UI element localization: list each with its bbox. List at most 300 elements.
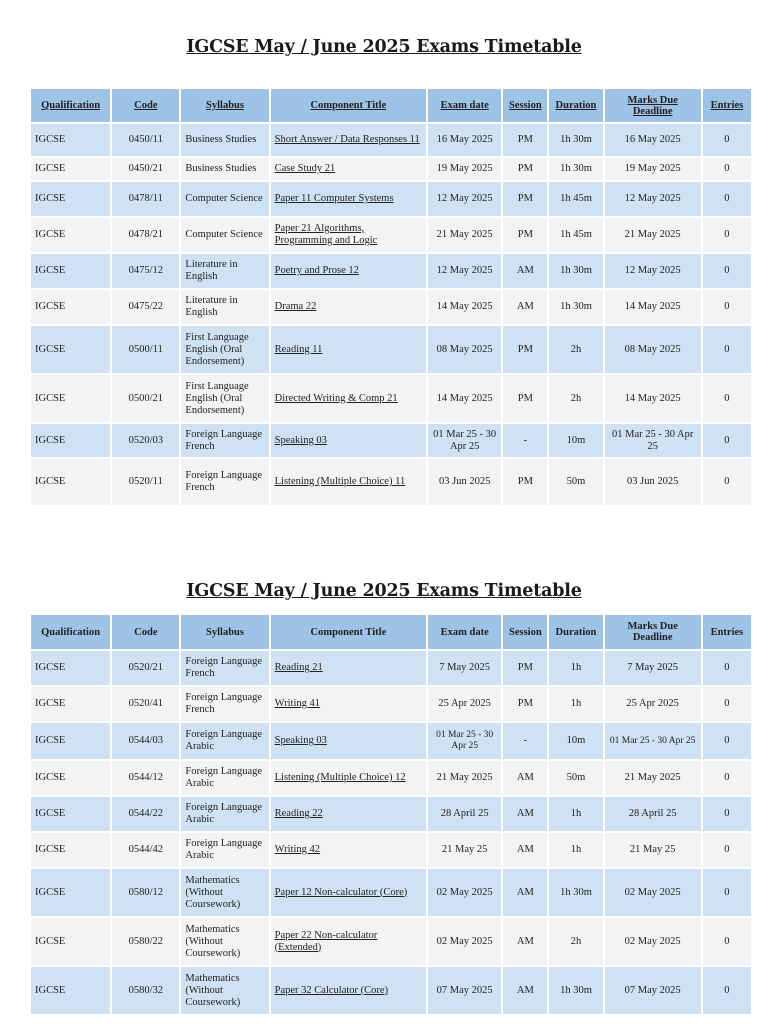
cell-marks-due-deadline: [605, 375, 701, 424]
component-title-link[interactable]: Directed Writing & Comp 21: [274, 392, 398, 404]
cell-qualification: [31, 326, 110, 375]
cell-exam-date: [428, 375, 501, 424]
cell-entries-text: 0: [724, 193, 730, 204]
cell-exam-date: [428, 290, 501, 326]
cell-session-text: AM: [516, 808, 534, 819]
cell-duration: [549, 424, 602, 459]
cell-code-text: 0475/22: [128, 301, 164, 312]
cell-exam-date-text: 02 May 2025: [436, 886, 493, 898]
header-duration: [549, 89, 602, 124]
cell-code: [112, 254, 179, 290]
cell-session-text: AM: [516, 935, 534, 947]
cell-session: [503, 797, 547, 833]
cell-component-title[interactable]: [271, 967, 426, 1016]
cell-marks-due-deadline: [605, 967, 701, 1016]
cell-marks-due-deadline: [605, 218, 701, 254]
header-marks-due-deadline: [605, 615, 701, 651]
cell-marks-due-deadline: [605, 182, 701, 218]
cell-duration-text: 2h: [570, 392, 582, 404]
cell-entries: [703, 869, 751, 918]
cell-syllabus-text: Foreign Language Arabic: [185, 838, 263, 861]
cell-component-title[interactable]: [271, 254, 426, 290]
cell-syllabus-text: Business Studies: [185, 134, 257, 145]
cell-marks-due-deadline-text: 02 May 2025: [624, 886, 681, 898]
header-label: Marks Due Deadline: [627, 94, 678, 117]
header-code: [112, 89, 179, 124]
cell-duration-text: 1h: [570, 808, 582, 819]
cell-entries-text: 0: [724, 476, 730, 487]
cell-component-title[interactable]: [271, 158, 426, 182]
cell-qualification-text: IGCSE: [35, 229, 66, 240]
cell-marks-due-deadline-text: 03 Jun 2025: [627, 476, 679, 487]
cell-qualification: [31, 459, 110, 507]
cell-duration-text: 1h 30m: [560, 265, 592, 276]
cell-component-title[interactable]: [271, 869, 426, 918]
cell-exam-date: [428, 254, 501, 290]
cell-duration-text: 50m: [566, 476, 586, 487]
cell-exam-date-text: 07 May 2025: [436, 984, 493, 996]
cell-session: [503, 254, 547, 290]
cell-duration: [549, 290, 602, 326]
cell-marks-due-deadline: [605, 424, 701, 459]
cell-exam-date: [428, 761, 501, 797]
table-row: [31, 218, 751, 254]
cell-session: [503, 375, 547, 424]
cell-entries-text: 0: [724, 163, 730, 174]
header-label: Code: [134, 100, 158, 111]
component-title-link[interactable]: Paper 21 Algorithms, Programming and Logic: [274, 223, 378, 246]
cell-entries-text: 0: [724, 343, 730, 355]
cell-duration-text: 10m: [566, 735, 586, 746]
header-label: Entries: [710, 626, 744, 638]
cell-duration-text: 1h 45m: [560, 193, 592, 204]
cell-marks-due-deadline-text: 16 May 2025: [624, 134, 681, 145]
cell-session-text: AM: [516, 886, 534, 898]
cell-session-text: AM: [516, 844, 534, 855]
cell-component-title[interactable]: [271, 651, 426, 687]
cell-component-title[interactable]: [271, 375, 426, 424]
cell-syllabus: [181, 124, 268, 158]
cell-code: [112, 967, 179, 1016]
cell-duration-text: 1h 30m: [560, 163, 592, 174]
cell-duration-text: 1h 45m: [560, 229, 592, 240]
cell-code: [112, 833, 179, 869]
cell-exam-date: [428, 797, 501, 833]
cell-duration: [549, 761, 602, 797]
cell-syllabus-text: Mathematics (Without Coursework): [185, 972, 241, 1008]
header-marks-due-deadline: [605, 89, 701, 124]
cell-qualification-text: IGCSE: [35, 735, 66, 746]
cell-duration-text: 2h: [570, 343, 582, 355]
cell-syllabus-text: Business Studies: [185, 163, 257, 174]
cell-exam-date: [428, 967, 501, 1016]
cell-qualification-text: IGCSE: [35, 984, 66, 996]
cell-exam-date-text: 19 May 2025: [436, 163, 493, 174]
cell-entries: [703, 182, 751, 218]
cell-code-text: 0580/12: [128, 886, 164, 898]
cell-entries-text: 0: [724, 886, 730, 898]
cell-syllabus: [181, 218, 268, 254]
cell-code-text: 0500/21: [128, 392, 164, 404]
header-label: Session: [509, 626, 542, 638]
cell-marks-due-deadline: [605, 833, 701, 869]
cell-component-title[interactable]: [271, 918, 426, 967]
cell-code: [112, 687, 179, 723]
cell-qualification-text: IGCSE: [35, 772, 66, 783]
cell-entries: [703, 687, 751, 723]
cell-syllabus-text: Computer Science: [185, 229, 263, 240]
table-row: [31, 869, 751, 918]
cell-marks-due-deadline-text: 02 May 2025: [624, 935, 681, 947]
cell-session: [503, 687, 547, 723]
component-title-link[interactable]: Writing 41: [274, 698, 321, 709]
cell-exam-date: [428, 182, 501, 218]
component-title-link[interactable]: Reading 11: [274, 343, 323, 355]
component-title-link[interactable]: Poetry and Prose 12: [274, 265, 359, 276]
cell-entries-text: 0: [724, 134, 730, 145]
cell-exam-date: [428, 158, 501, 182]
cell-code-text: 0520/11: [128, 476, 163, 487]
cell-syllabus-text: Mathematics (Without Coursework): [185, 874, 241, 910]
component-title-link[interactable]: Paper 12 Non-calculator (Core): [274, 886, 408, 898]
cell-duration-text: 1h: [570, 698, 582, 709]
table-row: [31, 761, 751, 797]
cell-entries: [703, 797, 751, 833]
cell-qualification-text: IGCSE: [35, 193, 66, 204]
header-session: [503, 615, 547, 651]
header-label: Duration: [555, 626, 597, 638]
header-syllabus: [181, 615, 268, 651]
cell-session: [503, 833, 547, 869]
cell-component-title[interactable]: [271, 218, 426, 254]
component-title-link[interactable]: Speaking 03: [274, 434, 327, 446]
cell-marks-due-deadline-text: 01 Mar 25 - 30 Apr 25: [611, 428, 694, 452]
header-label: Qualification: [41, 626, 101, 638]
cell-entries-text: 0: [724, 301, 730, 312]
cell-component-title[interactable]: [271, 424, 426, 459]
cell-qualification: [31, 124, 110, 158]
table-row: [31, 833, 751, 869]
cell-syllabus: [181, 182, 268, 218]
cell-code-text: 0450/11: [128, 134, 163, 145]
cell-syllabus: [181, 918, 268, 967]
cell-duration: [549, 124, 602, 158]
cell-code: [112, 290, 179, 326]
cell-qualification-text: IGCSE: [35, 343, 66, 355]
cell-session-text: PM: [517, 698, 533, 709]
cell-session: [503, 158, 547, 182]
cell-component-title[interactable]: [271, 797, 426, 833]
cell-exam-date: [428, 687, 501, 723]
cell-exam-date: [428, 918, 501, 967]
header-label: Syllabus: [206, 100, 244, 111]
table-row: [31, 687, 751, 723]
header-label: Session: [509, 100, 542, 111]
cell-marks-due-deadline: [605, 651, 701, 687]
cell-syllabus: [181, 459, 268, 507]
cell-code: [112, 326, 179, 375]
cell-duration-text: 1h: [570, 844, 582, 855]
component-title-link[interactable]: Short Answer / Data Responses 11: [274, 134, 420, 145]
cell-syllabus: [181, 833, 268, 869]
cell-syllabus: [181, 797, 268, 833]
cell-session-text: PM: [517, 476, 533, 487]
cell-qualification-text: IGCSE: [35, 434, 66, 446]
cell-entries: [703, 761, 751, 797]
cell-qualification: [31, 424, 110, 459]
cell-session: [503, 761, 547, 797]
cell-entries: [703, 833, 751, 869]
cell-exam-date-text: 12 May 2025: [436, 265, 493, 276]
component-title-link[interactable]: Speaking 03: [274, 735, 327, 746]
cell-code-text: 0450/21: [128, 163, 164, 174]
cell-code-text: 0500/11: [128, 343, 163, 355]
cell-marks-due-deadline-text: 01 Mar 25 - 30 Apr 25: [609, 735, 696, 746]
cell-entries: [703, 723, 751, 761]
cell-session-text: AM: [516, 265, 534, 276]
cell-code: [112, 158, 179, 182]
cell-component-title[interactable]: [271, 459, 426, 507]
cell-marks-due-deadline: [605, 124, 701, 158]
cell-code: [112, 918, 179, 967]
cell-code: [112, 424, 179, 459]
component-title-link[interactable]: Paper 11 Computer Systems: [274, 193, 394, 204]
cell-marks-due-deadline: [605, 687, 701, 723]
cell-code-text: 0580/22: [128, 935, 164, 947]
header-qualification: [31, 615, 110, 651]
cell-exam-date: [428, 723, 501, 761]
cell-marks-due-deadline-text: 7 May 2025: [627, 662, 679, 673]
cell-session-text: PM: [517, 193, 533, 204]
cell-entries-text: 0: [724, 844, 730, 855]
cell-duration: [549, 459, 602, 507]
cell-entries: [703, 158, 751, 182]
cell-session: [503, 967, 547, 1016]
cell-session: [503, 918, 547, 967]
cell-session: [503, 218, 547, 254]
cell-code-text: 0544/03: [128, 735, 164, 746]
cell-session: [503, 290, 547, 326]
cell-entries: [703, 326, 751, 375]
component-title-link[interactable]: Drama 22: [274, 301, 317, 312]
header-label: Duration: [555, 100, 597, 111]
cell-marks-due-deadline: [605, 918, 701, 967]
cell-syllabus-text: Computer Science: [185, 193, 263, 204]
cell-exam-date-text: 03 Jun 2025: [439, 476, 491, 487]
cell-exam-date-text: 16 May 2025: [436, 134, 493, 145]
header-exam-date: [428, 615, 501, 651]
cell-qualification-text: IGCSE: [35, 808, 66, 819]
cell-qualification-text: IGCSE: [35, 698, 66, 709]
cell-session-text: AM: [516, 984, 534, 996]
cell-syllabus-text: Foreign Language Arabic: [185, 802, 263, 825]
header-component-title: [271, 615, 426, 651]
cell-duration: [549, 326, 602, 375]
cell-qualification: [31, 723, 110, 761]
cell-code: [112, 723, 179, 761]
component-title-link[interactable]: Paper 22 Non-calculator (Extended): [274, 929, 378, 953]
cell-marks-due-deadline: [605, 459, 701, 507]
cell-component-title[interactable]: [271, 290, 426, 326]
table-row: [31, 124, 751, 158]
cell-code: [112, 797, 179, 833]
cell-duration: [549, 833, 602, 869]
cell-duration: [549, 254, 602, 290]
header-label: Component Title: [310, 100, 387, 111]
component-title-link[interactable]: Reading 21: [274, 662, 323, 673]
cell-duration-text: 1h: [570, 662, 582, 673]
cell-code-text: 0544/22: [128, 808, 164, 819]
cell-qualification: [31, 218, 110, 254]
cell-syllabus: [181, 687, 268, 723]
page-title: IGCSE May / June 2025 Exams Timetable: [186, 581, 582, 601]
cell-exam-date-text: 01 Mar 25 - 30 Apr 25: [436, 730, 494, 751]
cell-session: [503, 424, 547, 459]
cell-entries: [703, 651, 751, 687]
cell-qualification-text: IGCSE: [35, 935, 66, 947]
cell-marks-due-deadline-text: 21 May 25: [629, 844, 676, 855]
cell-exam-date-text: 7 May 2025: [439, 662, 491, 673]
cell-code: [112, 761, 179, 797]
cell-exam-date-text: 21 May 2025: [436, 229, 493, 240]
cell-exam-date: [428, 124, 501, 158]
cell-component-title[interactable]: [271, 833, 426, 869]
cell-entries-text: 0: [724, 698, 730, 709]
component-title-link[interactable]: Listening (Multiple Choice) 12: [274, 772, 406, 783]
cell-component-title[interactable]: [271, 723, 426, 761]
cell-code: [112, 218, 179, 254]
cell-qualification-text: IGCSE: [35, 301, 66, 312]
cell-qualification: [31, 651, 110, 687]
cell-entries: [703, 375, 751, 424]
cell-exam-date-text: 01 Mar 25 - 30 Apr 25: [433, 428, 497, 452]
component-title-link[interactable]: Reading 22: [274, 808, 323, 819]
cell-code-text: 0520/21: [128, 662, 164, 673]
cell-exam-date-text: 14 May 2025: [436, 301, 493, 312]
cell-session: [503, 651, 547, 687]
timetable-table-1: [29, 89, 753, 507]
cell-code: [112, 182, 179, 218]
cell-qualification-text: IGCSE: [35, 476, 66, 487]
cell-duration: [549, 869, 602, 918]
cell-entries-text: 0: [724, 662, 730, 673]
timetable-table-2: [29, 615, 753, 1016]
header-code: [112, 615, 179, 651]
cell-code-text: 0478/21: [128, 229, 164, 240]
cell-syllabus: [181, 651, 268, 687]
cell-code-text: 0475/12: [128, 265, 164, 276]
cell-exam-date: [428, 651, 501, 687]
cell-syllabus: [181, 158, 268, 182]
cell-syllabus: [181, 967, 268, 1016]
cell-component-title[interactable]: [271, 687, 426, 723]
cell-qualification: [31, 375, 110, 424]
table-row: [31, 918, 751, 967]
header-label: Marks Due Deadline: [627, 621, 678, 643]
cell-entries-text: 0: [724, 392, 730, 404]
cell-component-title[interactable]: [271, 761, 426, 797]
cell-syllabus: [181, 326, 268, 375]
cell-component-title[interactable]: [271, 182, 426, 218]
cell-marks-due-deadline: [605, 723, 701, 761]
cell-code: [112, 869, 179, 918]
cell-qualification-text: IGCSE: [35, 134, 66, 145]
table-row: [31, 797, 751, 833]
cell-duration-text: 1h 30m: [560, 134, 592, 145]
header-label: Component Title: [310, 626, 387, 638]
cell-duration: [549, 723, 602, 761]
table-row: [31, 424, 751, 459]
component-title-link[interactable]: Case Study 21: [274, 163, 336, 174]
table-row: [31, 326, 751, 375]
cell-code-text: 0544/42: [128, 844, 164, 855]
header-exam-date: [428, 89, 501, 124]
header-label: Entries: [710, 100, 744, 111]
cell-session-text: -: [523, 735, 528, 746]
table-row: [31, 158, 751, 182]
table-row: [31, 375, 751, 424]
cell-session: [503, 326, 547, 375]
cell-qualification: [31, 158, 110, 182]
component-title-link[interactable]: Writing 42: [274, 844, 321, 855]
cell-qualification-text: IGCSE: [35, 886, 66, 898]
cell-marks-due-deadline: [605, 254, 701, 290]
cell-component-title[interactable]: [271, 326, 426, 375]
cell-entries: [703, 124, 751, 158]
cell-syllabus-text: Mathematics (Without Coursework): [185, 923, 241, 959]
cell-qualification-text: IGCSE: [35, 844, 66, 855]
cell-entries: [703, 967, 751, 1016]
cell-marks-due-deadline-text: 28 April 25: [628, 808, 677, 819]
table-row: [31, 723, 751, 761]
header-component-title: [271, 89, 426, 124]
cell-marks-due-deadline-text: 25 Apr 2025: [626, 698, 679, 709]
cell-marks-due-deadline-text: 08 May 2025: [624, 343, 681, 355]
cell-code-text: 0520/41: [128, 698, 164, 709]
cell-code-text: 0478/11: [128, 193, 163, 204]
cell-exam-date-text: 28 April 25: [440, 808, 489, 819]
component-title-link[interactable]: Listening (Multiple Choice) 11: [274, 476, 406, 487]
cell-exam-date-text: 12 May 2025: [436, 193, 493, 204]
cell-syllabus-text: Foreign Language French: [185, 428, 263, 452]
cell-exam-date-text: 25 Apr 2025: [438, 698, 491, 709]
cell-marks-due-deadline: [605, 761, 701, 797]
header-label: Exam date: [440, 100, 489, 111]
cell-component-title[interactable]: [271, 124, 426, 158]
cell-exam-date: [428, 326, 501, 375]
cell-exam-date-text: 14 May 2025: [436, 392, 493, 404]
cell-session-text: PM: [517, 229, 533, 240]
cell-session-text: PM: [517, 343, 533, 355]
cell-marks-due-deadline: [605, 869, 701, 918]
cell-syllabus-text: Foreign Language French: [185, 470, 263, 493]
cell-marks-due-deadline-text: 14 May 2025: [624, 301, 681, 312]
cell-duration: [549, 375, 602, 424]
cell-session: [503, 869, 547, 918]
cell-syllabus: [181, 290, 268, 326]
cell-entries: [703, 254, 751, 290]
cell-session-text: PM: [517, 134, 533, 145]
cell-code: [112, 124, 179, 158]
component-title-link[interactable]: Paper 32 Calculator (Core): [274, 984, 389, 996]
cell-code: [112, 459, 179, 507]
cell-qualification: [31, 833, 110, 869]
cell-syllabus: [181, 761, 268, 797]
table-row: [31, 651, 751, 687]
cell-duration-text: 10m: [566, 434, 586, 446]
table-row: [31, 290, 751, 326]
cell-marks-due-deadline-text: 07 May 2025: [624, 984, 681, 996]
